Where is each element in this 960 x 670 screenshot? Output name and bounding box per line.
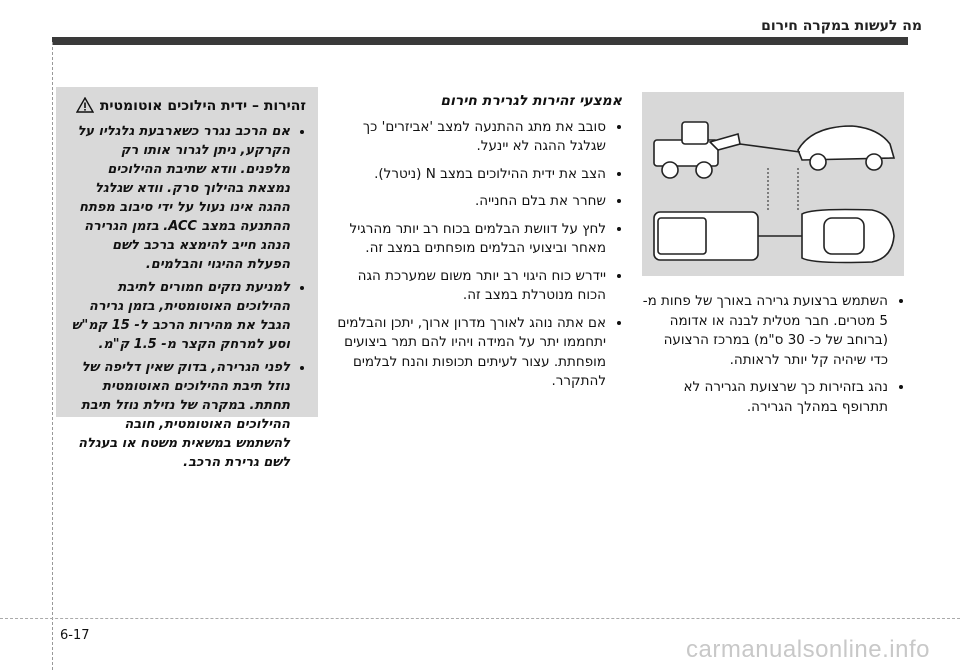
page-number: 6-17 <box>60 628 90 643</box>
warning-triangle-icon <box>76 97 94 113</box>
list-item: • יידרש כוח היגוי רב יותר משום שמערכת הגה הכוח מנוטרלת במצב זה. <box>332 267 606 306</box>
margin-rule <box>52 42 54 670</box>
list-item: • שחרר את בלם החנייה. <box>332 192 606 212</box>
section-title: אמצעי זהירות לגרירת חירום <box>440 93 622 109</box>
list-item: • נהג בזהירות כך שרצועת הגרירה לא תתרופף במהלך הגרירה. <box>642 378 888 417</box>
list-item: • לחץ על דוושת הבלמים בכוח רב יותר מהרגיל מאחר וביצועי הבלמים מופחתים במצב זה. <box>332 220 606 259</box>
caution-box <box>56 87 318 470</box>
list-item: • הצב את ידית ההילוכים במצב N (ניטרל). <box>332 165 606 185</box>
page-header-title: מה לעשות במקרה חירום <box>761 18 922 34</box>
emergency-towing-precautions <box>332 92 622 400</box>
caution-heading <box>68 97 306 116</box>
list-item: • סובב את מתג ההתנעה למצב 'אביזרים' כך שגלגל ההגה לא יינעל. <box>332 118 606 157</box>
watermark: carmanualsonline.info <box>686 636 930 663</box>
list-item: • לפני הגרירה, בדוק שאין דליפה של נוזל תיבת ההילוכים האוטומטית תחתת. במקרה של נזילת נוזל תיבת ההילוכים האוטומטית, חובה להשתמש במשאית משטח או בעגלה לשם גרירת הרכב. <box>68 358 290 472</box>
header-bar <box>52 37 908 45</box>
footer-rule <box>0 618 960 619</box>
list-item: • השתמש ברצועת גרירה באורך של פחות מ- 5 מטרים. חבר מטלית לבנה או אדומה (ברוחב של כ- 30 ס"מ) במרכז הרצועה כדי שיהיה קל יותר לראותה. <box>642 292 888 370</box>
towing-strap-instructions <box>642 292 904 425</box>
list-item: • למניעת נזקים חמורים לתיבת ההילוכים האוטומטית, בזמן גרירה הגבל את מהירות הרכב ל- 15 קמ"ש וסע למרחק הקצר מ- 1.5 ק"מ. <box>68 278 290 354</box>
list-item: • אם אתה נוהג לאורך מדרון ארוך, יתכן והבלמים יתחממו יתר על המידה ויהיו להם תמר ביצועים מופחתת. עצור לעיתים תכופות והנח לבלמים להתקרר. <box>332 314 606 392</box>
caution-title: זהירות – ידית הילוכים אוטומטית <box>99 98 306 114</box>
list-item: • אם הרכב נגרר כשארבעת גלגליו על הקרקע, ניתן לגרור אותו רק מלפנים. וודא שתיבת ההילוכים נמצאת בהילוך סרק. וודא שגלגל ההגה אינו נעול על ידי סיבוב מפתח ההתנעה במצב ACC. בזמן הגרירה הנהג חייב להימצא ברכב לשם הפעלת ההיגוי והבלמים. <box>68 122 290 274</box>
tow-truck-car-icon <box>642 92 904 276</box>
towing-illustration <box>642 92 904 276</box>
